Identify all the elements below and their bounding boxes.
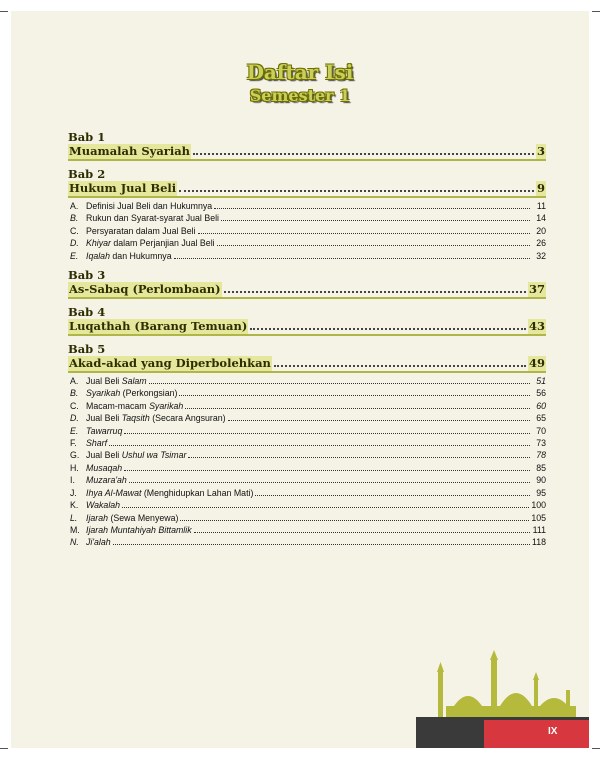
- entry-title: [86, 462, 122, 474]
- dot-leader: [129, 482, 530, 483]
- dot-leader: [228, 420, 530, 421]
- toc-entry[interactable]: [68, 474, 546, 486]
- entry-title-plain: Definisi Jual Beli dan Hukumnya: [86, 201, 213, 211]
- entry-title-italic: Iqalah: [86, 250, 110, 261]
- toc-entry[interactable]: [68, 250, 546, 262]
- chapter-heading[interactable]: [68, 319, 546, 336]
- entry-title-italic: Wakalah: [86, 500, 121, 511]
- toc-entry[interactable]: [68, 536, 546, 548]
- entry-page: 14: [536, 213, 546, 224]
- chapter-section: [68, 130, 546, 161]
- entry-letter: D.: [70, 238, 79, 249]
- entry-title-plain: Persyaratan dalam Jual Beli: [86, 225, 196, 236]
- dot-leader: [109, 445, 530, 446]
- entry-letter: C.: [70, 400, 79, 411]
- entry-title-plain: Rukun dan Syarat-syarat Jual Beli: [86, 213, 219, 224]
- crop-mark: [0, 11, 8, 12]
- entry-title-italic: Syarikah: [149, 400, 184, 411]
- entry-letter: A.: [70, 376, 79, 387]
- entry-title: [86, 425, 122, 437]
- chapter-title: Muamalah Syariah: [69, 144, 191, 158]
- dot-leader: [179, 395, 530, 396]
- entry-title-italic: Syarikah: [86, 388, 121, 399]
- chapter-title: As-Sabaq (Perlombaan): [69, 282, 221, 297]
- page-title: Daftar Isi: [246, 60, 354, 84]
- entry-title-italic: Ijarah: [86, 512, 109, 523]
- entry-page: 20: [536, 225, 546, 236]
- entry-letter: K.: [70, 500, 79, 511]
- entry-page: 56: [536, 388, 546, 399]
- toc-entry[interactable]: [68, 512, 546, 524]
- entry-title-suffix: (Secara Angsuran): [149, 413, 226, 424]
- entry-title-plain: Jual Beli: [86, 376, 122, 387]
- entry-page: 60: [536, 400, 546, 411]
- entry-title-italic: Ihya Al-Mawat: [86, 487, 142, 498]
- dot-leader: [214, 208, 530, 209]
- entry-page: 26: [536, 238, 546, 249]
- entry-title: [86, 536, 111, 548]
- entry-title-suffix: (Sewa Menyewa): [108, 512, 179, 523]
- toc-entry[interactable]: [68, 462, 546, 474]
- chapter-section: [68, 305, 546, 336]
- entry-title: [86, 400, 183, 412]
- entry-title-italic: Ijarah Muntahiyah Bittamlik: [86, 524, 192, 535]
- entry-title: [86, 237, 215, 249]
- chapter-title: Hukum Jual Beli: [69, 181, 177, 195]
- entry-title: [86, 437, 107, 449]
- entry-title: [86, 225, 196, 237]
- entry-title-italic: Ji'alah: [86, 537, 111, 548]
- dot-leader: [179, 190, 534, 192]
- dot-leader: [221, 220, 530, 221]
- dot-leader: [217, 245, 530, 246]
- entry-page: 118: [531, 537, 546, 548]
- entry-letter: G.: [70, 450, 80, 461]
- entry-title-italic: Taqsith: [121, 413, 150, 424]
- entry-page: 11: [536, 201, 546, 211]
- chapter-heading[interactable]: [68, 181, 546, 198]
- entry-page: 32: [536, 250, 546, 261]
- entry-title: [86, 512, 178, 524]
- chapter-page: 3: [536, 144, 545, 158]
- chapter-page: 49: [528, 356, 545, 371]
- entry-letter: B.: [70, 213, 79, 224]
- crop-mark: [592, 11, 600, 12]
- entry-letter: B.: [70, 388, 79, 399]
- dot-leader: [149, 383, 530, 384]
- chapter-title: Akad-akad yang Diperbolehkan: [69, 356, 271, 371]
- entry-page: 95: [536, 487, 546, 498]
- entry-letter: E.: [70, 425, 79, 436]
- entry-letter: E.: [70, 250, 79, 261]
- dot-leader: [124, 470, 530, 471]
- dot-leader: [274, 365, 526, 367]
- dot-leader: [250, 328, 526, 330]
- dot-leader: [188, 457, 530, 458]
- toc-entry[interactable]: [68, 412, 546, 424]
- entry-title: [86, 499, 120, 511]
- dot-leader: [193, 153, 534, 155]
- toc-entry[interactable]: [68, 524, 546, 536]
- entry-title-italic: Salam: [121, 376, 147, 387]
- entry-page: 51: [536, 376, 546, 387]
- entry-title-italic: Musaqah: [86, 462, 123, 473]
- entry-title-suffix: (Menghidupkan Lahan Mati): [141, 487, 254, 498]
- entry-page: 70: [536, 425, 546, 436]
- entry-title: [86, 387, 177, 399]
- table-of-contents: [68, 130, 546, 549]
- entry-page: 78: [536, 450, 546, 461]
- footer-page-tab: [484, 720, 589, 748]
- toc-entry[interactable]: [68, 400, 546, 412]
- chapter-label: Bab 5: [68, 342, 106, 357]
- entry-title: [86, 524, 192, 536]
- chapter-page: 37: [528, 282, 545, 297]
- entry-page: 90: [536, 475, 546, 486]
- entry-letter: I.: [70, 475, 75, 486]
- entry-title: [86, 474, 127, 486]
- entry-letter: L.: [70, 512, 78, 523]
- entry-title-plain: Jual Beli: [86, 413, 122, 424]
- chapter-page: 43: [528, 319, 545, 334]
- entry-title: [86, 212, 219, 224]
- chapter-label: Bab 2: [68, 167, 106, 181]
- crop-mark: [592, 748, 600, 749]
- entry-letter: A.: [70, 201, 79, 211]
- crop-mark: [0, 748, 8, 749]
- entry-title: [86, 250, 172, 262]
- toc-entry[interactable]: [68, 449, 546, 461]
- entry-letter: D.: [70, 413, 79, 424]
- entry-title-italic: Muzara'ah: [86, 475, 127, 486]
- entry-title-plain: Macam-macam: [86, 400, 150, 411]
- toc-entry[interactable]: [68, 237, 546, 249]
- mosque-silhouette-icon: [416, 650, 589, 720]
- entry-title: [86, 449, 186, 461]
- toc-entry[interactable]: [68, 387, 546, 399]
- dot-leader: [198, 233, 530, 234]
- dot-leader: [194, 532, 530, 533]
- chapter-section: [68, 342, 546, 549]
- dot-leader: [180, 520, 529, 521]
- entry-page: 105: [531, 512, 546, 523]
- entry-title-plain: Jual Beli: [86, 450, 122, 461]
- toc-entry[interactable]: [68, 200, 546, 212]
- chapter-heading[interactable]: [68, 282, 546, 299]
- entry-title: [86, 375, 147, 387]
- page-subtitle: Semester 1: [249, 86, 351, 105]
- entry-letter: J.: [70, 487, 77, 498]
- toc-entry[interactable]: [68, 225, 546, 237]
- dot-leader: [122, 507, 529, 508]
- toc-entry[interactable]: [68, 499, 546, 511]
- dot-leader: [124, 433, 530, 434]
- entry-page: 65: [536, 413, 546, 424]
- toc-entry[interactable]: [68, 425, 546, 437]
- entry-letter: C.: [70, 225, 79, 236]
- chapter-heading[interactable]: [68, 144, 546, 161]
- entry-page: 100: [531, 500, 546, 511]
- entry-title-italic: Ushul wa Tsimar: [121, 450, 187, 461]
- entry-page: 73: [536, 438, 546, 449]
- entry-letter: M.: [70, 524, 80, 535]
- dot-leader: [255, 495, 530, 496]
- chapter-title: Luqathah (Barang Temuan): [69, 319, 248, 334]
- page-number: IX: [548, 726, 558, 737]
- dot-leader: [113, 544, 530, 545]
- entry-title-italic: Sharf: [86, 438, 108, 449]
- chapter-section: [68, 167, 546, 262]
- chapter-label: Bab 3: [68, 268, 106, 283]
- entry-title: [86, 200, 212, 212]
- entry-title: [86, 412, 226, 424]
- entry-title-italic: Khiyar: [86, 238, 111, 249]
- chapter-heading[interactable]: [68, 356, 546, 373]
- dot-leader: [185, 408, 530, 409]
- chapter-page: 9: [536, 181, 545, 195]
- chapter-label: Bab 4: [68, 305, 106, 320]
- dot-leader: [224, 291, 526, 293]
- entry-title-suffix: (Perkongsian): [120, 388, 178, 399]
- entry-title: [86, 487, 253, 499]
- toc-entry[interactable]: [68, 437, 546, 449]
- toc-entry[interactable]: [68, 375, 546, 387]
- entry-page: 111: [532, 524, 546, 535]
- chapter-label: Bab 1: [68, 130, 106, 144]
- entry-title-suffix: dalam Perjanjian Jual Beli: [110, 238, 215, 249]
- chapter-section: [68, 268, 546, 299]
- entry-letter: F.: [70, 438, 77, 449]
- toc-entry[interactable]: [68, 212, 546, 224]
- entry-title-italic: Tawarruq: [86, 425, 123, 436]
- toc-entry[interactable]: [68, 487, 546, 499]
- entry-letter: H.: [70, 462, 79, 473]
- entry-title-suffix: dan Hukumnya: [109, 250, 172, 261]
- entry-letter: N.: [70, 537, 79, 548]
- dot-leader: [174, 258, 530, 259]
- entry-page: 85: [536, 462, 546, 473]
